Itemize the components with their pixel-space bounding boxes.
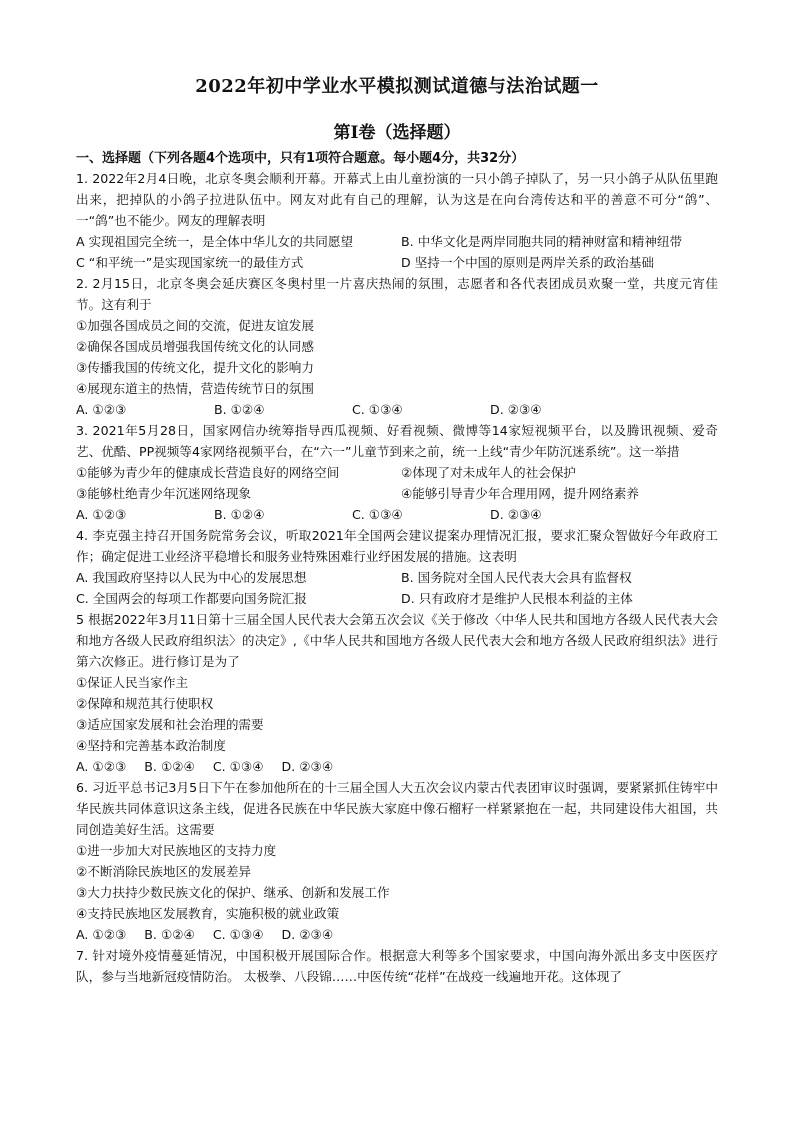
question-1 — [76, 168, 718, 231]
option-a: A. 我国政府坚持以人民为中心的发展思想 — [76, 570, 307, 585]
option-b: B. 国务院对全国人民代表大会具有监督权 — [401, 570, 632, 585]
section-heading: 一、选择题（下列各题4个选项中，只有1项符合题意。每小题4分，共32分） — [76, 151, 525, 166]
option-a: A. ①②③ — [76, 402, 127, 417]
option-d: D. ②③④ — [281, 927, 334, 942]
statement-item: ④支持民族地区发展教育，实施积极的就业政策 — [76, 906, 340, 921]
question-5 — [76, 609, 718, 756]
statement-item: ②保障和规范其行使职权 — [76, 696, 214, 711]
statement-item: ①保证人民当家作主 — [76, 675, 189, 690]
question-7 — [76, 945, 718, 987]
statement-item: ②体现了对未成年人的社会保护 — [401, 465, 577, 480]
options-row — [76, 252, 718, 273]
option-d: D 坚持一个中国的原则是两岸关系的政治基础 — [401, 255, 654, 270]
statement-item: ③传播我国的传统文化，提升文化的影响力 — [76, 360, 314, 375]
question-4 — [76, 525, 718, 567]
question-3 — [76, 420, 718, 462]
option-a: A. ①②③ — [76, 759, 127, 774]
option-b: B. ①②④ — [144, 759, 195, 774]
question-2 — [76, 273, 718, 399]
option-c: C. ①③④ — [352, 402, 403, 417]
option-c: C. ①③④ — [352, 507, 403, 522]
option-c: C. ①③④ — [212, 759, 264, 774]
options-row — [76, 567, 718, 588]
statement-item: ①能够为青少年的健康成长营造良好的网络空间 — [76, 465, 340, 480]
option-d: D. 只有政府才是维护人民根本利益的主体 — [401, 591, 633, 606]
question-stem: 4. 李克强主持召开国务院常务会议，听取2021年全国两会建议提案办理情况汇报，要求汇聚众智做好今年政府工作；确定促进工业经济平稳增长和服务业特殊困难行业纾困发展的措施。这表明 — [76, 528, 718, 564]
question-stem: 5 根据2022年3月11日第十三届全国人民代表大会第五次会议《关于修改〈中华人民共和国地方各级人民代表大会和地方各级人民政府组织法〉的决定》,《中华人民共和国地方各级人民代表大会和地方各级人民政府组织法》进行第六次修正。进行修订是为了 — [76, 612, 718, 669]
question-stem: 1. 2022年2月4日晚，北京冬奥会顺利开幕。开幕式上由儿童扮演的一只小鸽子掉队了，另一只小鸽子从队伍里跑出来，把掉队的小鸽子拉进队伍中。网友对此有自己的理解，认为这是在向台湾传达和平的善意不可分“鸽”、一“鸽”也不能少。网友的理解表明 — [76, 171, 718, 228]
question-6 — [76, 777, 718, 924]
option-a: A. ①②③ — [76, 507, 127, 522]
statement-item: ④坚持和完善基本政治制度 — [76, 738, 226, 753]
option-b: B. ①②④ — [214, 507, 265, 522]
option-d: D. ②③④ — [281, 759, 334, 774]
statement-item: ②确保各国成员增强我国传统文化的认同感 — [76, 339, 314, 354]
question-stem: 7. 针对境外疫情蔓延情况，中国积极开展国际合作。根据意大利等多个国家要求，中国向海外派出多支中医医疗队，参与当地新冠疫情防治。 太极拳、八段锦……中医传统“花样”在战疫一线遍地开花。这体现了 — [76, 948, 718, 984]
statement-item: ③能够杜绝青少年沉迷网络现象 — [76, 486, 252, 501]
question-stem: 2. 2月15日，北京冬奥会延庆赛区冬奥村里一片喜庆热闹的氛围，志愿者和各代表团成员欢聚一堂，共度元宵佳节。这有利于 — [76, 276, 718, 312]
options-row — [76, 231, 718, 252]
option-b: B. 中华文化是两岸同胞共同的精神财富和精神纽带 — [401, 234, 683, 249]
option-c: C “和平统一”是实现国家统一的最佳方式 — [76, 255, 304, 270]
statement-item: ④展现东道主的热情，营造传统节日的氛围 — [76, 381, 314, 396]
question-stem: 6. 习近平总书记3月5日下午在参加他所在的十三届全国人大五次会议内蒙古代表团审议时强调，要紧紧抓住铸牢中华民族共同体意识这条主线，促进各民族在中华民族大家庭中像石榴籽一样紧紧抱在一起，共同建设伟大祖国，共同创造美好生活。这需要 — [76, 780, 718, 837]
statement-item: ③大力扶持少数民族文化的保护、继承、创新和发展工作 — [76, 885, 390, 900]
statement-item: ④能够引导青少年合理用网，提升网络素养 — [401, 486, 639, 501]
statement-item: ①进一步加大对民族地区的支持力度 — [76, 843, 277, 858]
exam-page — [76, 70, 718, 987]
options-row — [76, 756, 718, 777]
statements-row — [76, 483, 718, 504]
options-row — [76, 588, 718, 609]
option-c: C. 全国两会的每项工作都要向国务院汇报 — [76, 591, 307, 606]
option-b: B. ①②④ — [144, 927, 195, 942]
option-b: B. ①②④ — [214, 402, 265, 417]
option-c: C. ①③④ — [212, 927, 264, 942]
options-row — [76, 924, 718, 945]
options-row — [76, 504, 718, 525]
option-a: A. ①②③ — [76, 927, 127, 942]
statement-item: ①加强各国成员之间的交流，促进友谊发展 — [76, 318, 314, 333]
option-d: D. ②③④ — [490, 402, 542, 417]
statements-row — [76, 462, 718, 483]
question-stem: 3. 2021年5月28日，国家网信办统筹指导西瓜视频、好看视频、微博等14家短视频平台，以及腾讯视频、爱奇艺、优酷、PP视频等4家网络视频平台，在“六一”儿童节到来之前，统一上线“青少年防沉迷系统”。这一举措 — [76, 423, 718, 459]
options-row — [76, 399, 718, 420]
volume-title: 第Ⅰ卷（选择题） — [333, 123, 461, 143]
page-title: 2022年初中学业水平模拟测试道德与法治试题一 — [195, 76, 599, 97]
statement-item: ③适应国家发展和社会治理的需要 — [76, 717, 264, 732]
statement-item: ②不断消除民族地区的发展差异 — [76, 864, 252, 879]
option-d: D. ②③④ — [490, 507, 542, 522]
option-a: A 实现祖国完全统一，是全体中华儿女的共同愿望 — [76, 234, 354, 249]
